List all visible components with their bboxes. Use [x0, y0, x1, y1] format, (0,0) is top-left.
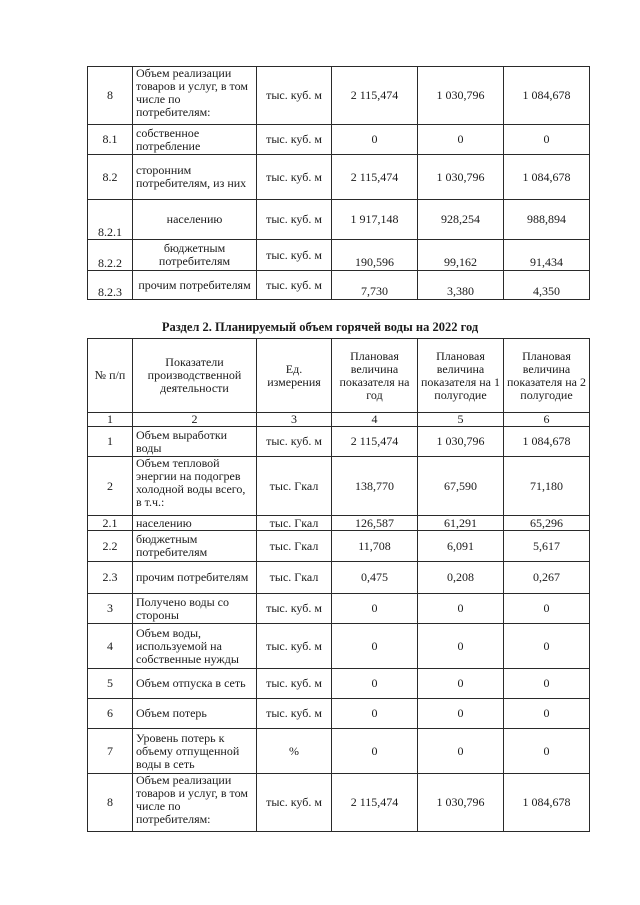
- row-indicator: Уровень потерь к объему отпущенной воды в сеть: [133, 729, 257, 774]
- row-indicator: Объем выработки воды: [133, 427, 257, 457]
- row-number: 2.1: [88, 516, 133, 531]
- row-number: 8.1: [88, 125, 133, 155]
- column-number: 3: [257, 413, 332, 427]
- row-number: 1: [88, 427, 133, 457]
- row-value-half2: 5,617: [504, 531, 590, 562]
- row-value-year: 2 115,474: [332, 67, 418, 125]
- row-value-half2: 0: [504, 125, 590, 155]
- row-indicator: сторонним потребителям, из них: [133, 155, 257, 200]
- row-value-year: 138,770: [332, 457, 418, 516]
- row-value-half1: 928,254: [418, 200, 504, 240]
- row-indicator: Объем реализации товаров и услуг, в том числе по потребителям:: [133, 67, 257, 125]
- row-number: 2.3: [88, 562, 133, 594]
- row-value-half2: 1 084,678: [504, 427, 590, 457]
- table-row: [88, 774, 590, 832]
- row-indicator: прочим потребителям: [133, 271, 257, 300]
- row-value-year: 1 917,148: [332, 200, 418, 240]
- row-value-half2: 0: [504, 624, 590, 669]
- row-value-half2: 1 084,678: [504, 155, 590, 200]
- row-number: 7: [88, 729, 133, 774]
- hot-water-plan-table: [87, 338, 590, 832]
- row-unit: тыс. Гкал: [257, 531, 332, 562]
- table-row: [88, 669, 590, 699]
- row-number: 4: [88, 624, 133, 669]
- row-value-half2: 988,894: [504, 200, 590, 240]
- row-unit: тыс. куб. м: [257, 200, 332, 240]
- row-value-year: 0: [332, 729, 418, 774]
- row-value-half1: 0: [418, 624, 504, 669]
- row-unit: тыс. куб. м: [257, 125, 332, 155]
- row-number: 8: [88, 67, 133, 125]
- column-header: Плановая величина показателя на год: [332, 339, 418, 413]
- row-number: 8.2: [88, 155, 133, 200]
- row-value-year: 0,475: [332, 562, 418, 594]
- row-value-half2: 0: [504, 729, 590, 774]
- section-title: Раздел 2. Планируемый объем горячей воды на 2022 год: [161, 320, 479, 334]
- table-row: [88, 531, 590, 562]
- row-unit: %: [257, 729, 332, 774]
- row-value-half1: 1 030,796: [418, 155, 504, 200]
- water-volume-continuation-table: [87, 66, 590, 300]
- row-value-year: 2 115,474: [332, 427, 418, 457]
- table-row: [88, 155, 590, 200]
- row-value-year: 0: [332, 624, 418, 669]
- table-row: [88, 67, 590, 125]
- row-value-half1: 3,380: [418, 271, 504, 300]
- table-row: [88, 699, 590, 729]
- column-number: 5: [418, 413, 504, 427]
- column-number: 4: [332, 413, 418, 427]
- row-value-year: 0: [332, 699, 418, 729]
- row-indicator: бюджетным потребителям: [133, 240, 257, 271]
- row-indicator: населению: [133, 516, 257, 531]
- row-indicator: прочим потребителям: [133, 562, 257, 594]
- row-indicator: Объем воды, используемой на собственные нужды: [133, 624, 257, 669]
- row-unit: тыс. куб. м: [257, 427, 332, 457]
- row-unit: тыс. Гкал: [257, 562, 332, 594]
- row-value-year: 0: [332, 594, 418, 624]
- row-unit: тыс. куб. м: [257, 67, 332, 125]
- table-row: [88, 200, 590, 240]
- row-value-half2: 0: [504, 699, 590, 729]
- row-unit: тыс. куб. м: [257, 699, 332, 729]
- row-value-half1: 1 030,796: [418, 67, 504, 125]
- row-indicator: собственное потребление: [133, 125, 257, 155]
- table-row: [88, 594, 590, 624]
- table-row: [88, 516, 590, 531]
- row-value-half1: 6,091: [418, 531, 504, 562]
- row-number: 2: [88, 457, 133, 516]
- table-row: [88, 271, 590, 300]
- row-value-half1: 99,162: [418, 240, 504, 271]
- row-value-year: 0: [332, 125, 418, 155]
- row-value-half1: 0,208: [418, 562, 504, 594]
- row-value-year: 0: [332, 669, 418, 699]
- row-value-half2: 0: [504, 594, 590, 624]
- row-unit: тыс. Гкал: [257, 516, 332, 531]
- table-row: [88, 125, 590, 155]
- row-value-year: 2 115,474: [332, 774, 418, 832]
- row-value-half2: 71,180: [504, 457, 590, 516]
- row-value-half2: 91,434: [504, 240, 590, 271]
- column-number: 2: [133, 413, 257, 427]
- row-value-half1: 1 030,796: [418, 427, 504, 457]
- table-row: [88, 457, 590, 516]
- row-unit: тыс. куб. м: [257, 240, 332, 271]
- row-value-year: 11,708: [332, 531, 418, 562]
- row-number: 8.2.3: [88, 271, 133, 300]
- row-number: 6: [88, 699, 133, 729]
- column-header: Показатели производственной деятельности: [133, 339, 257, 413]
- row-indicator: Объем реализации товаров и услуг, в том числе по потребителям:: [133, 774, 257, 832]
- table-row: [88, 427, 590, 457]
- row-value-half2: 1 084,678: [504, 774, 590, 832]
- row-indicator: Получено воды со стороны: [133, 594, 257, 624]
- column-header: Плановая величина показателя на 2 полугодие: [504, 339, 590, 413]
- table-row: [88, 729, 590, 774]
- row-value-half2: 0: [504, 669, 590, 699]
- row-number: 2.2: [88, 531, 133, 562]
- row-number: 8: [88, 774, 133, 832]
- column-header: Плановая величина показателя на 1 полугодие: [418, 339, 504, 413]
- row-indicator: Объем тепловой энергии на подогрев холодной воды всего, в т.ч.:: [133, 457, 257, 516]
- table-header-row: [88, 339, 590, 413]
- row-indicator: Объем отпуска в сеть: [133, 669, 257, 699]
- table-row: [88, 240, 590, 271]
- row-value-half2: 1 084,678: [504, 67, 590, 125]
- row-number: 5: [88, 669, 133, 699]
- row-number: 8.2.2: [88, 240, 133, 271]
- row-value-year: 190,596: [332, 240, 418, 271]
- row-value-year: 2 115,474: [332, 155, 418, 200]
- column-header: № п/п: [88, 339, 133, 413]
- row-indicator: Объем потерь: [133, 699, 257, 729]
- row-value-year: 7,730: [332, 271, 418, 300]
- row-unit: тыс. куб. м: [257, 774, 332, 832]
- row-value-year: 126,587: [332, 516, 418, 531]
- row-value-half1: 0: [418, 699, 504, 729]
- row-value-half1: 0: [418, 125, 504, 155]
- row-value-half2: 65,296: [504, 516, 590, 531]
- row-value-half2: 0,267: [504, 562, 590, 594]
- row-number: 3: [88, 594, 133, 624]
- row-value-half1: 0: [418, 669, 504, 699]
- row-value-half1: 67,590: [418, 457, 504, 516]
- row-number: 8.2.1: [88, 200, 133, 240]
- row-value-half1: 0: [418, 729, 504, 774]
- row-value-half1: 0: [418, 594, 504, 624]
- row-value-half1: 1 030,796: [418, 774, 504, 832]
- row-unit: тыс. куб. м: [257, 669, 332, 699]
- row-indicator: бюджетным потребителям: [133, 531, 257, 562]
- row-unit: тыс. куб. м: [257, 594, 332, 624]
- row-value-half2: 4,350: [504, 271, 590, 300]
- row-unit: тыс. Гкал: [257, 457, 332, 516]
- column-number: 1: [88, 413, 133, 427]
- column-header: Ед. измерения: [257, 339, 332, 413]
- row-indicator: населению: [133, 200, 257, 240]
- row-unit: тыс. куб. м: [257, 155, 332, 200]
- row-unit: тыс. куб. м: [257, 271, 332, 300]
- row-value-half1: 61,291: [418, 516, 504, 531]
- row-unit: тыс. куб. м: [257, 624, 332, 669]
- column-number-row: [88, 413, 590, 427]
- table-row: [88, 624, 590, 669]
- table-row: [88, 562, 590, 594]
- column-number: 6: [504, 413, 590, 427]
